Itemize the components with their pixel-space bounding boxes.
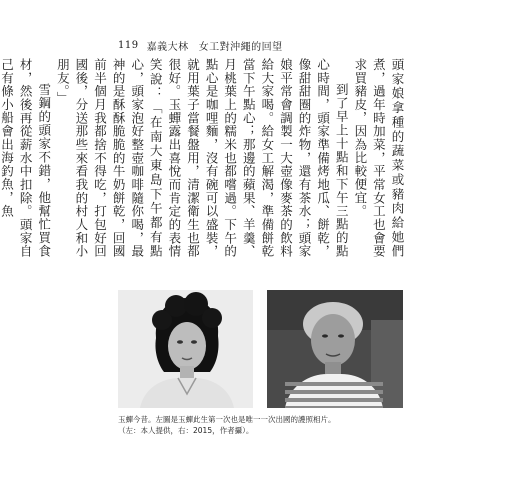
caption-line: 玉蟬今昔。左圖是玉蟬此生第一次也是唯一一次出國的護照相片。 <box>118 415 336 424</box>
young-woman-portrait <box>118 290 253 408</box>
recent-photo-right <box>267 290 403 408</box>
running-header <box>118 38 398 52</box>
book-title: 嘉義大林 <box>146 41 189 53</box>
page-number: 119 <box>118 39 139 51</box>
paragraph: 到了早上十點和下午三點的點心時間，頭家準備烤地瓜、餅乾，像甜甜圈的炸物，還有茶水；頭家娘平常會調製一大壺像麥茶的飲料給大家喝。給女工解渴，準備餅乾當下午點心；那邊的蘋果、羊羹、月桃葉上的糯米也都嚐過。下午的點心是咖哩麵，沒有碗可以盛裝，就用葉子當餐盤用，清潔衛生也都很好。玉蟬露出喜悅而肯定的表情笑說：「在南大東島下午都有點心，頭家泡好整壺咖啡隨你喝，最神的是酥酥脆脆的牛奶餅乾，回國前半個月我都捨不得吃，打包好回國後，分送那些來看我的村人和小朋友。」 <box>55 58 350 258</box>
photo-caption <box>118 414 403 436</box>
paragraph: 雪鋼的頭家不錯，他幫忙買食材，然後再從薪水中扣除。頭家自己有條小船會出海釣魚，魚 <box>0 58 52 258</box>
caption-line: （左：本人提供，右：2015，作者攝）。 <box>118 426 254 435</box>
body-text <box>0 58 406 258</box>
passport-photo-left <box>118 290 253 408</box>
paragraph: 頭家娘拿種的蔬菜或豬肉給她們煮，過年時加菜，平常女工也會要求買豬皮，因為比較便宜。 <box>352 58 405 258</box>
chapter-title: 女工對沖繩的回望 <box>198 41 283 53</box>
older-woman-portrait <box>267 290 403 408</box>
